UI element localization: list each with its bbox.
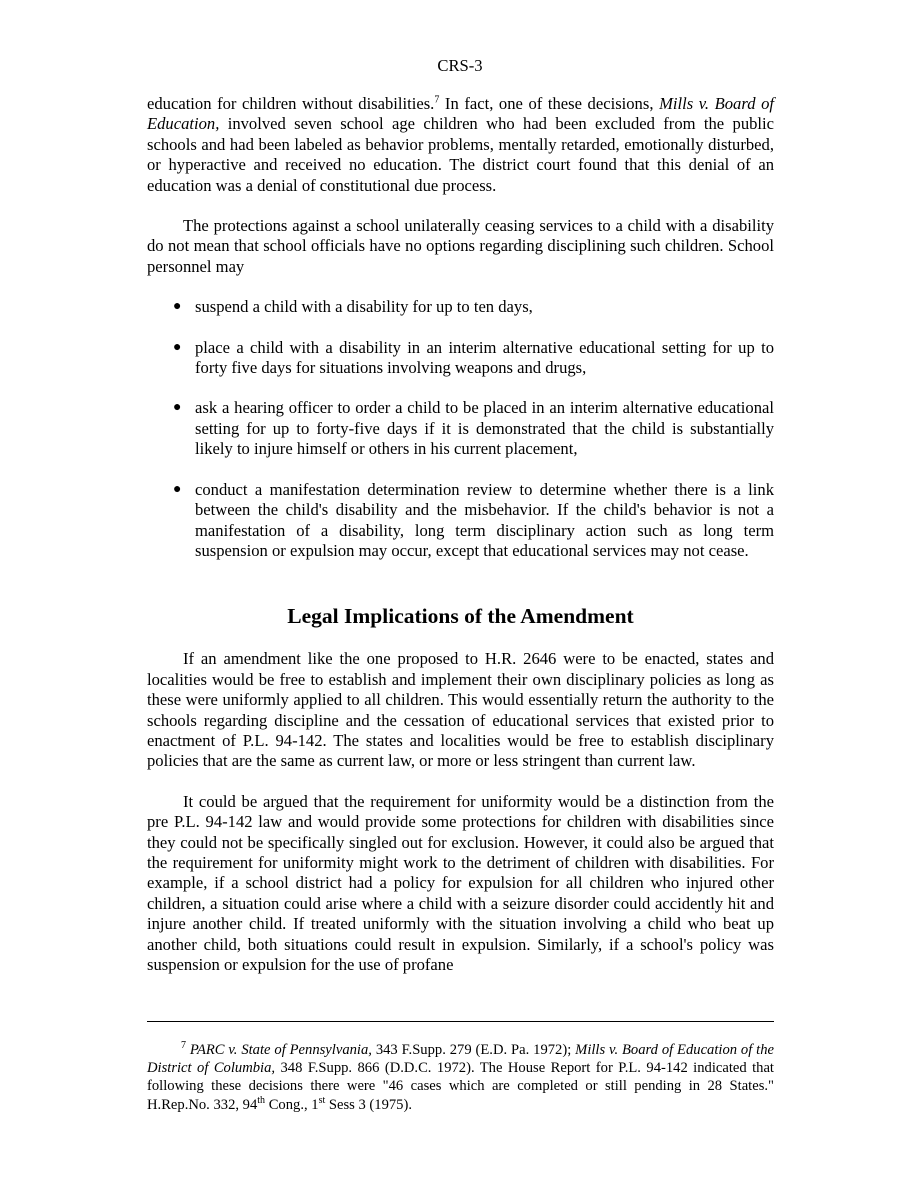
paragraph-4: It could be argued that the requirement for uniformity would be a distinction from the pre P.L. 94-142 law and would provide some protections for children with disabilities since they could not be specifically singled out for exclusion. However, it could also be argued that the requirement for uniformity might work to the detriment of children with disabilities. For example, if a school district had a policy for expulsion for all children who injured other children, a situation could arise where a child with a seizure disorder could accidently hit and injure another child. If treated uniformly with the situation involving a child who beat up another child, both situations could result in expulsion. Similarly, if a school's policy was suspension or expulsion for the use of profane	[147, 791, 774, 974]
bullet-text: conduct a manifestation determination review to determine whether there is a link between the child's disability and the misbehavior. If the child's behavior is not a manifestation of a disability, long term disciplinary action such as long term suspension or expulsion may occur, except that educational services may not cease.	[195, 479, 774, 560]
bullet-text: ask a hearing officer to order a child to be placed in an interim alternative educational setting for up to forty-five days if it is demonstrated that the child is substantially likely to injure himself or others in his current placement,	[195, 398, 774, 459]
footnote-case-2: Mills v. Board of Education of the District of Columbia,	[147, 1042, 775, 1077]
bullet-text: suspend a child with a disability for up to ten days,	[195, 297, 533, 317]
case-name: Mills v. Board of Education,	[147, 94, 774, 134]
footnote-cite-3: Cong., 1	[265, 1096, 319, 1113]
footnote-cite-4: Sess 3 (1975).	[325, 1096, 412, 1113]
section-heading: Legal Implications of the Amendment	[287, 604, 634, 629]
footnote-number: 7	[181, 1040, 186, 1052]
bullet-item	[147, 480, 774, 562]
paragraph-3: If an amendment like the one proposed to H.R. 2646 were to be enacted, states and localities would be free to establish and implement their own disciplinary policies as long as these were uniformly applied to all children. This would essentially return the authority to the schools regarding discipline and the cessation of educational services that existed prior to enactment of P.L. 94-142. The states and localities would be free to establish disciplinary policies that are the same as current law, or more or less stringent than current law.	[147, 649, 774, 771]
footnote-cite-2: 348 F.Supp. 866 (D.D.C. 1972). The House Report for P.L. 94-142 indicated that following these decisions there were "46 cases which are completed or still pending in 28 States." H.Rep.No. 332, 94	[147, 1060, 774, 1113]
paragraph-1-text-b: In fact, one of these decisions,	[439, 94, 660, 113]
footnote-reference: 7	[434, 94, 440, 106]
bullet-item	[147, 297, 774, 317]
bullet-icon: ●	[173, 299, 182, 315]
paragraph-1	[147, 94, 774, 196]
bullet-icon: ●	[173, 339, 182, 355]
footnotes	[147, 1041, 774, 1114]
paragraph-2: The protections against a school unilaterally ceasing services to a child with a disability do not mean that school officials have no options regarding disciplining such children. School personnel may	[147, 216, 774, 276]
page-header: CRS-3	[437, 56, 483, 75]
bullet-text: place a child with a disability in an interim alternative educational setting for up to forty five days for situations involving weapons and drugs,	[195, 337, 774, 378]
paragraph-1-text-a: education for children without disabilities.	[147, 94, 435, 113]
footnote-7	[147, 1041, 774, 1114]
bullet-icon: ●	[173, 481, 182, 497]
footnote-divider	[147, 1021, 774, 1022]
footnote-case-1: PARC v. State of Pennsylvania,	[189, 1042, 372, 1058]
paragraph-1-text-c: involved seven school age children who had been excluded from the public schools and had been labeled as behavior problems, mentally retarded, emotionally disturbed, or hyperactive and received no education. The district court found that this denial of an education was a denial of constitutional due process.	[147, 114, 774, 195]
footnote-sup-th: th	[257, 1094, 266, 1106]
bullet-item	[147, 338, 774, 379]
footnote-sup-st: st	[318, 1094, 326, 1106]
page-body	[147, 94, 774, 975]
bullet-item	[147, 398, 774, 459]
footnote-cite-1: 343 F.Supp. 279 (E.D. Pa. 1972);	[371, 1042, 576, 1058]
bullet-icon: ●	[173, 400, 182, 416]
bullet-list	[147, 297, 774, 561]
